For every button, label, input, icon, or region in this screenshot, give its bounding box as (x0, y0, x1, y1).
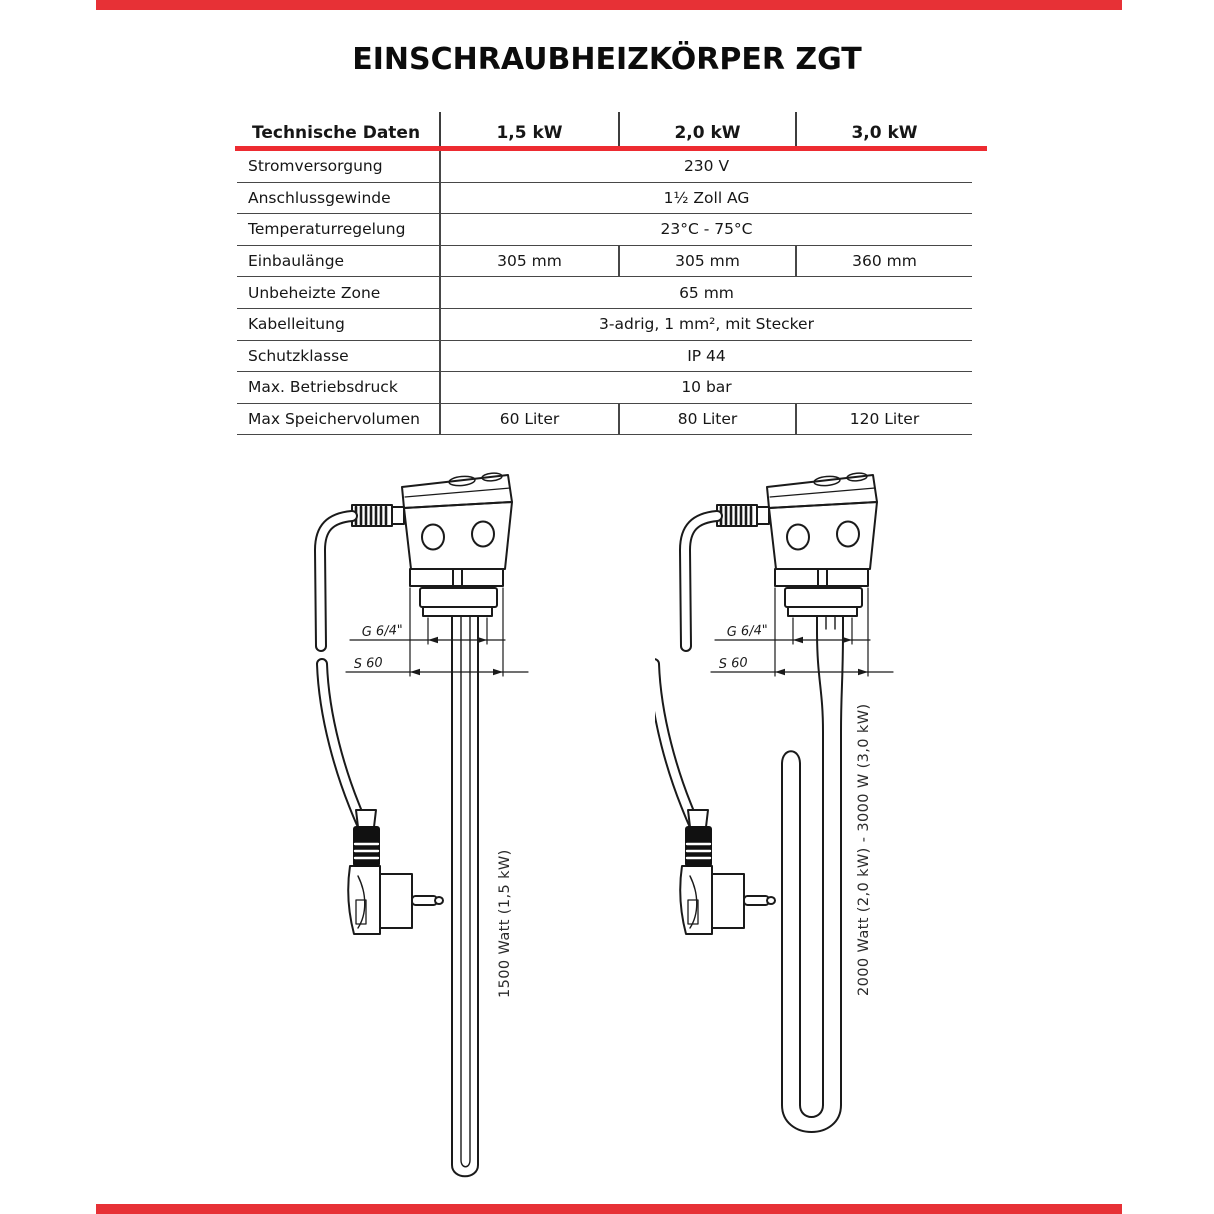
dimension-label-thread: G 6/4" (726, 622, 769, 640)
cable-cone (356, 810, 376, 827)
table-header-col-2: 2,0 kW (618, 112, 795, 146)
plug-pin (412, 896, 437, 905)
head-hole (422, 525, 444, 550)
row-value: IP 44 (687, 346, 726, 365)
thread-collar (785, 588, 862, 607)
row-label: Einbaulänge (237, 246, 441, 277)
row-label: Kabelleitung (237, 309, 441, 340)
table-header-col-3: 3,0 kW (795, 112, 972, 146)
table-row (237, 309, 972, 341)
row-value: 1½ Zoll AG (663, 188, 750, 207)
strain-relief (353, 826, 380, 867)
dimension-label-wrench: S 60 (353, 655, 384, 672)
row-value: 65 mm (679, 283, 734, 302)
row-value: 3-adrig, 1 mm², mit Stecker (599, 315, 814, 334)
dimension-labels (353, 623, 403, 672)
thread-collar (420, 588, 497, 607)
thread (788, 607, 857, 616)
heating-rod-hairpin (782, 616, 843, 1132)
caption-2-3kw: 2000 Watt (2,0 kW) - 3000 W (3,0 kW) (856, 703, 872, 996)
table-row (237, 404, 972, 436)
heater-drawing-2-3kw (655, 460, 915, 1205)
row-value: 360 mm (795, 246, 972, 277)
row-label: Stromversorgung (237, 151, 441, 182)
row-value: 80 Liter (618, 404, 795, 435)
row-label: Anschlussgewinde (237, 183, 441, 214)
row-value: 10 bar (681, 378, 732, 397)
row-label: Unbeheizte Zone (237, 277, 441, 308)
schuko-plug (380, 874, 412, 928)
row-label: Max. Betriebsdruck (237, 372, 441, 403)
table-row (237, 246, 972, 278)
cable-cone (688, 810, 708, 827)
row-value: 305 mm (618, 246, 795, 277)
technical-data-table (237, 112, 972, 435)
table-row (237, 277, 972, 309)
dimension-arrows (775, 637, 868, 675)
row-value: 305 mm (497, 252, 562, 271)
plug-pin (744, 896, 769, 905)
table-row (237, 214, 972, 246)
table-row (237, 341, 972, 373)
plug-pin-tip (767, 897, 775, 904)
strain-relief (685, 826, 712, 867)
row-value: 120 Liter (795, 404, 972, 435)
row-label: Schutzklasse (237, 341, 441, 372)
dimension-labels (718, 623, 768, 672)
head-hole (837, 522, 859, 547)
heater-drawing-1-5kw (290, 460, 550, 1205)
dimension-label-wrench: S 60 (718, 655, 749, 672)
table-row (237, 372, 972, 404)
page-title: EINSCHRAUBHEIZKÖRPER ZGT (352, 42, 862, 77)
thread (423, 607, 492, 616)
head-body (404, 502, 512, 569)
table-header-label: Technische Daten (237, 112, 441, 146)
plug-assembly (655, 664, 775, 934)
table-header-row (237, 112, 972, 146)
row-value: 23°C - 75°C (660, 220, 753, 239)
table-header-col-1: 1,5 kW (496, 123, 563, 143)
dimension-arrows (410, 637, 503, 675)
table-row (237, 151, 972, 183)
top-red-bar (96, 0, 1122, 10)
row-value: 230 V (683, 157, 730, 176)
plug-pin-tip (435, 897, 443, 904)
bottom-red-bar (96, 1204, 1122, 1214)
hex-nut (775, 569, 868, 586)
head-hole (787, 525, 809, 550)
row-value: 60 Liter (499, 410, 560, 429)
caption-1-5kw: 1500 Watt (1,5 kW) (497, 849, 513, 998)
table-row (237, 183, 972, 215)
dimension-label-thread: G 6/4" (361, 622, 404, 640)
table-body (237, 151, 972, 435)
hex-nut (410, 569, 503, 586)
row-label: Max Speichervolumen (237, 404, 441, 435)
heating-rod-straight (452, 616, 478, 1176)
row-label: Temperaturregelung (237, 214, 441, 245)
schuko-plug (712, 874, 744, 928)
head-body (769, 502, 877, 569)
plug-assembly (322, 664, 443, 934)
head-hole (472, 522, 494, 547)
